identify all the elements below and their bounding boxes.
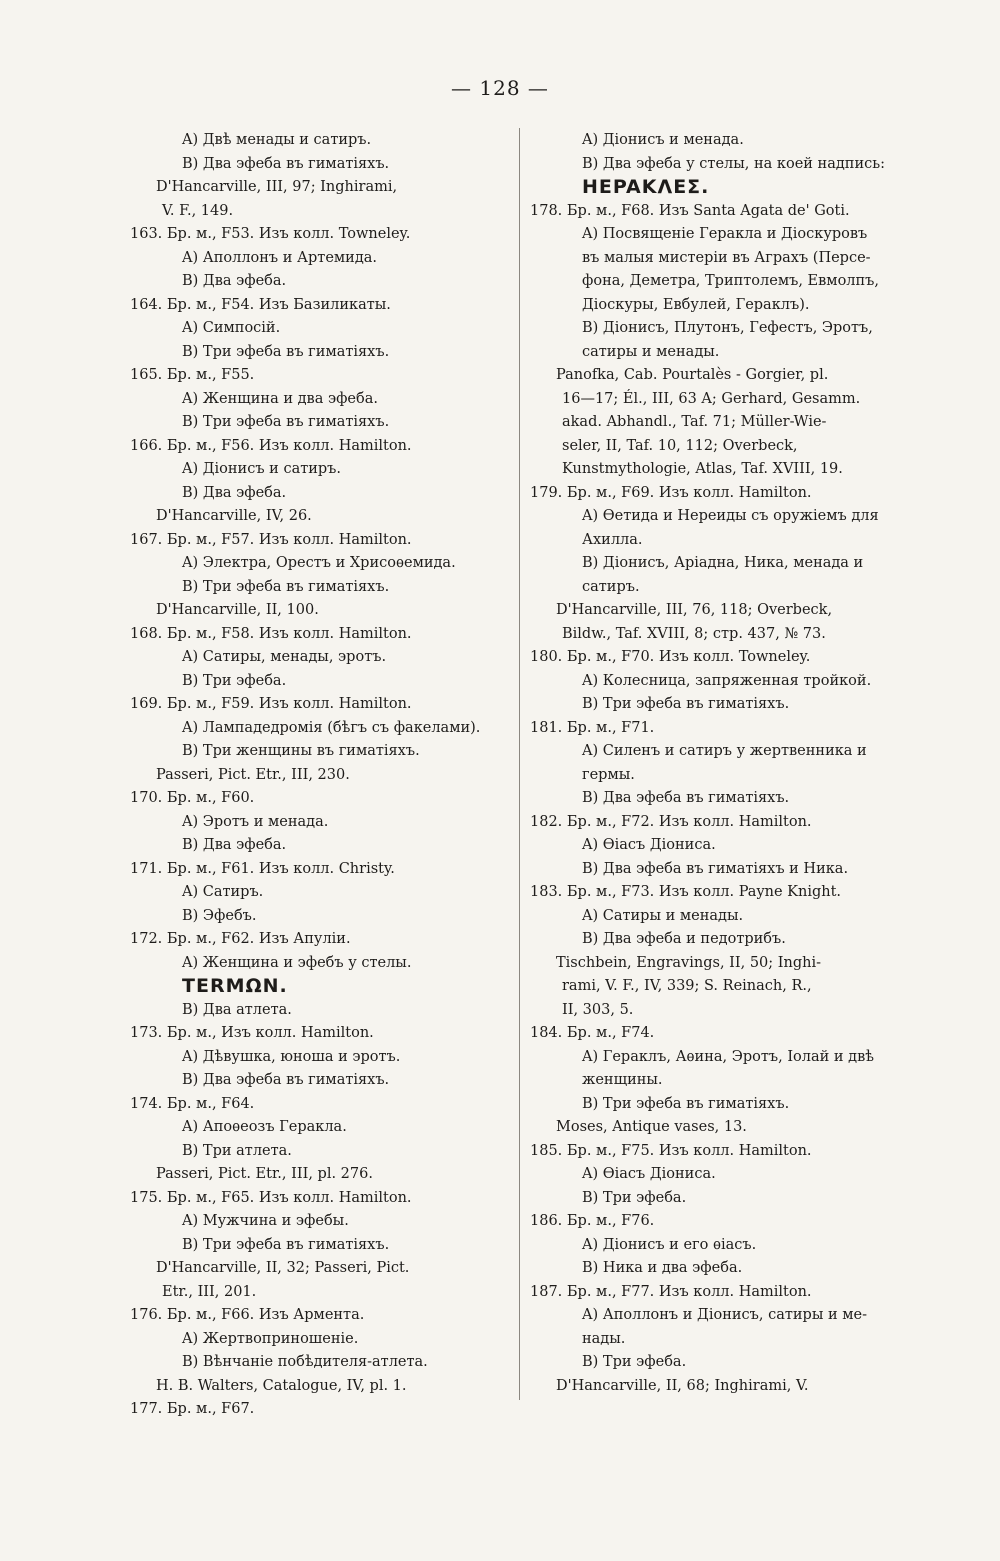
text-line: A) Посвященіе Геракла и Діоскуровъ [582, 226, 868, 242]
inscription-heading: HEPAKΛEΣ. [582, 176, 710, 198]
text-line: A) Силенъ и сатиръ у жертвенника и [582, 743, 867, 759]
text-line: A) Аполлонъ и Артемида. [182, 249, 378, 266]
text-line: Moses, Antique vases, 13. [556, 1119, 747, 1135]
text-line: B) Три эфеба въ гиматіяхъ. [582, 696, 790, 712]
text-line: A) Ѳіасъ Діониса. [582, 837, 716, 853]
text-line: 186. Бр. м., F76. [530, 1213, 655, 1229]
text-line: A) Мужчина и эфебы. [182, 1213, 349, 1229]
text-line: A) Діонисъ и сатиръ. [182, 461, 342, 477]
text-line: B) Три эфеба въ гиматіяхъ. [582, 1095, 790, 1112]
text-line: A) Ѳіасъ Діониса. [582, 1166, 716, 1182]
text-line: A) Сатиръ. [182, 884, 264, 900]
text-line: фона, Деметра, Триптолемъ, Евмолпъ, [582, 273, 880, 289]
text-line: D'Hancarville, II, 100. [156, 602, 319, 618]
text-line: A) Женщина и эфебъ у стелы. [182, 954, 412, 971]
text-line: 172. Бр. м., F62. Изъ Апуліи. [130, 931, 351, 947]
text-line: 170. Бр. м., F60. [130, 790, 255, 806]
text-line: нады. [582, 1330, 626, 1347]
text-line: Kunstmythologie, Atlas, Taf. XVIII, 19. [562, 461, 843, 477]
text-line: 183. Бр. м., F73. Изъ колл. Payne Knight. [530, 884, 842, 900]
text-line: A) Женщина и два эфеба. [182, 390, 378, 407]
text-line: 165. Бр. м., F55. [130, 367, 255, 383]
text-line: B) Три эфеба въ гиматіяхъ. [182, 1236, 390, 1253]
text-line: сатиры и менады. [582, 343, 720, 360]
text-line: B) Два эфеба и педотрибъ. [582, 931, 786, 947]
text-line: A) Колесница, запряженная тройкой. [582, 672, 872, 689]
text-line: 167. Бр. м., F57. Изъ колл. Hamilton. [130, 531, 412, 548]
text-line: 163. Бр. м., F53. Изъ колл. Towneley. [130, 226, 411, 242]
text-line: A) Діонисъ и его ѳіасъ. [582, 1236, 757, 1253]
text-line: B) Два эфеба. [182, 273, 287, 289]
text-line: seler, II, Taf. 10, 112; Overbeck, [562, 437, 798, 454]
text-line: rami, V. F., IV, 339; S. Reinach, R., [562, 978, 812, 994]
text-line: D'Hancarville, III, 97; Inghirami, [156, 179, 398, 195]
text-line: A) Сатиры и менады. [582, 907, 744, 924]
text-line: 171. Бр. м., F61. Изъ колл. Christy. [130, 860, 395, 877]
text-line: 176. Бр. м., F66. Изъ Армента. [130, 1307, 365, 1323]
text-line: 168. Бр. м., F58. Изъ колл. Hamilton. [130, 625, 412, 642]
text-line: B) Два эфеба въ гиматіяхъ и Ника. [582, 860, 849, 877]
text-line: B) Два эфеба въ гиматіяхъ. [582, 790, 790, 806]
text-line: сатиръ. [582, 578, 640, 595]
text-line: 181. Бр. м., F71. [530, 719, 655, 736]
text-line: A) Гераклъ, Аѳина, Эротъ, Іолай и двѣ [582, 1048, 875, 1065]
text-line: 180. Бр. м., F70. Изъ колл. Towneley. [530, 649, 811, 665]
text-line: 164. Бр. м., F54. Изъ Базиликаты. [130, 296, 391, 313]
right-column [530, 129, 910, 1398]
left-column [130, 129, 510, 1422]
text-line: женщины. [582, 1072, 663, 1088]
text-line: 182. Бр. м., F72. Изъ колл. Hamilton. [530, 813, 812, 830]
text-line: H. B. Walters, Catalogue, IV, pl. 1. [156, 1377, 407, 1394]
text-line: B) Три эфеба въ гиматіяхъ. [182, 343, 390, 360]
text-line: B) Три женщины въ гиматіяхъ. [182, 743, 420, 759]
text-line: Bildw., Taf. XVIII, 8; стр. 437, № 73. [562, 625, 826, 642]
text-line: Passeri, Pict. Etr., III, pl. 276. [156, 1166, 373, 1182]
text-line: B) Три атлета. [182, 1142, 292, 1159]
text-line: 184. Бр. м., F74. [530, 1025, 655, 1041]
text-line: D'Hancarville, IV, 26. [156, 508, 312, 524]
text-line: A) Ѳетида и Нереиды съ оружіемъ для [582, 508, 879, 524]
text-line: B) Два эфеба. [182, 837, 287, 853]
text-line: D'Hancarville, II, 68; Inghirami, V. [556, 1377, 809, 1394]
text-line: A) Эротъ и менада. [182, 813, 329, 830]
text-line: B) Два эфеба въ гиматіяхъ. [182, 1072, 390, 1088]
text-line: D'Hancarville, III, 76, 118; Overbeck, [556, 602, 833, 618]
column-divider [519, 128, 520, 1400]
text-line: A) Двѣ менады и сатиръ. [182, 132, 372, 148]
text-line: 179. Бр. м., F69. Изъ колл. Hamilton. [530, 484, 812, 501]
text-line: Passeri, Pict. Etr., III, 230. [156, 766, 350, 783]
text-line: B) Три эфеба въ гиматіяхъ. [182, 414, 390, 430]
text-line: B) Эфебъ. [182, 907, 257, 924]
text-line: Діоскуры, Евбулей, Гераклъ). [582, 296, 810, 313]
text-line: Tischbein, Engravings, II, 50; Inghi- [556, 954, 822, 971]
text-line: B) Два эфеба у стелы, на коей надпись: [582, 155, 886, 172]
inscription-heading: TERMΩN. [182, 975, 288, 997]
text-line: 177. Бр. м., F67. [130, 1401, 255, 1417]
text-line: 175. Бр. м., F65. Изъ колл. Hamilton. [130, 1189, 412, 1206]
text-line: B) Ника и два эфеба. [582, 1260, 743, 1276]
page-number: — 128 — [451, 76, 549, 100]
text-line: B) Діонисъ, Аріадна, Ника, менада и [582, 555, 864, 571]
text-line: B) Три эфеба въ гиматіяхъ. [182, 578, 390, 595]
text-line: B) Три эфеба. [582, 1354, 687, 1370]
text-line: 169. Бр. м., F59. Изъ колл. Hamilton. [130, 696, 412, 712]
text-line: B) Вѣнчаніе побѣдителя-атлета. [182, 1354, 428, 1370]
text-line: D'Hancarville, II, 32; Passeri, Pict. [156, 1260, 410, 1276]
text-line: въ малыя мистеріи въ Аграхъ (Персе- [582, 249, 871, 266]
text-line: II, 303, 5. [562, 1001, 634, 1018]
text-line: A) Сатиры, менады, эротъ. [182, 649, 387, 665]
text-line: A) Симпосій. [182, 320, 281, 336]
text-line: гермы. [582, 766, 635, 783]
text-line: A) Лампадедромія (бѣгъ съ факелами). [182, 719, 481, 736]
text-line: B) Три эфеба. [182, 672, 287, 689]
text-line: A) Электра, Орестъ и Хрисоѳемида. [182, 555, 456, 571]
text-line: B) Три эфеба. [582, 1189, 687, 1206]
text-line: A) Дѣвушка, юноша и эротъ. [182, 1048, 401, 1065]
text-line: A) Аполлонъ и Діонисъ, сатиры и ме- [582, 1307, 868, 1323]
text-line: B) Два эфеба въ гиматіяхъ. [182, 155, 390, 172]
text-line: 185. Бр. м., F75. Изъ колл. Hamilton. [530, 1142, 812, 1159]
text-line: akad. Abhandl., Taf. 71; Müller-Wie- [562, 414, 827, 430]
text-line: 187. Бр. м., F77. Изъ колл. Hamilton. [530, 1283, 812, 1300]
text-line: 173. Бр. м., Изъ колл. Hamilton. [130, 1025, 374, 1041]
text-line: B) Діонисъ, Плутонъ, Гефестъ, Эротъ, [582, 320, 873, 336]
text-line: V. F., 149. [162, 202, 234, 219]
text-line: Etr., III, 201. [162, 1283, 257, 1300]
text-line: 166. Бр. м., F56. Изъ колл. Hamilton. [130, 437, 412, 454]
text-line: 178. Бр. м., F68. Изъ Santa Agata de' Goti. [530, 202, 850, 219]
text-line: A) Апоѳеозъ Геракла. [182, 1119, 347, 1135]
text-line: Panofka, Cab. Pourtalès - Gorgier, pl. [556, 367, 829, 383]
text-line: 174. Бр. м., F64. [130, 1095, 255, 1112]
text-line: 16—17; Él., III, 63 A; Gerhard, Gesamm. [562, 390, 861, 407]
text-line: B) Два эфеба. [182, 484, 287, 501]
text-line: Ахилла. [582, 531, 643, 548]
text-line: A) Діонисъ и менада. [582, 132, 744, 148]
text-line: A) Жертвоприношеніе. [182, 1330, 359, 1347]
text-line: B) Два атлета. [182, 1001, 292, 1018]
